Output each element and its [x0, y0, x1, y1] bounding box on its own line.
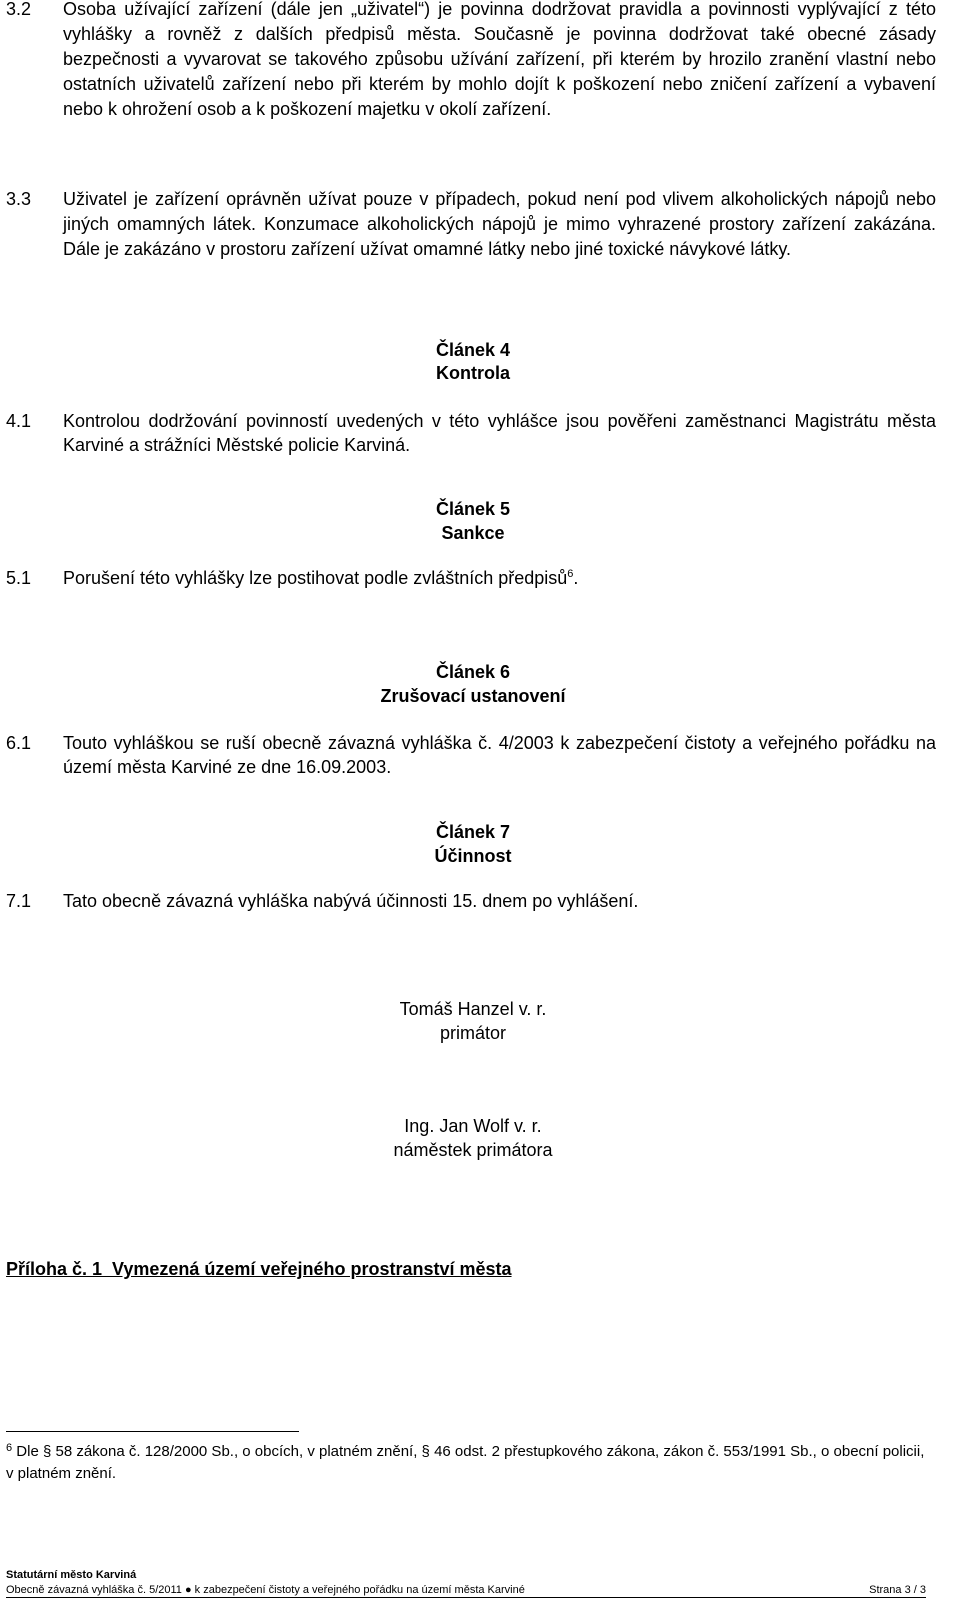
- article-6-title: Článek 6: [435, 662, 511, 682]
- paragraph-3-3: [6, 187, 936, 262]
- footnote-reference[interactable]: 6: [567, 568, 574, 580]
- paragraph-number: 7.1: [6, 891, 32, 911]
- paragraph-5-1: [6, 566, 936, 590]
- paragraph-number: 6.1: [6, 733, 32, 753]
- signatory-1-role: primátor: [439, 1023, 506, 1043]
- signatory-2-role: náměstek primátora: [393, 1140, 553, 1160]
- article-4-subtitle: Kontrola: [436, 363, 510, 383]
- footer-document-title: Obecně závazná vyhláška č. 5/2011 ● k zabezpečení čistoty a veřejného pořádku na území města Karviné: [6, 1584, 525, 1596]
- article-6-subtitle: Zrušovací ustanovení: [380, 686, 566, 706]
- paragraph-text-body: Porušení této vyhlášky lze postihovat podle zvláštních předpisů: [63, 568, 568, 588]
- article-5-title: Článek 5: [435, 499, 511, 519]
- paragraph-7-1: [6, 889, 936, 913]
- paragraph-4-1: [6, 409, 936, 457]
- paragraph-text: Touto vyhláškou se ruší obecně závazná vyhláška č. 4/2003 k zabezpečení čistoty a veřejného pořádku na území města Karviné ze dne 16.09.2003.: [63, 733, 936, 777]
- article-5-subtitle: Sankce: [441, 523, 505, 543]
- footer-organization: Statutární město Karviná: [6, 1569, 137, 1581]
- footnote: [6, 1441, 926, 1485]
- article-7-subtitle: Účinnost: [434, 846, 512, 866]
- annex-title[interactable]: Příloha č. 1 Vymezená území veřejného prostranství města: [6, 1259, 512, 1279]
- paragraph-number: 5.1: [6, 568, 32, 588]
- paragraph-3-2: [6, 0, 936, 122]
- paragraph-number: 3.2: [6, 0, 32, 19]
- paragraph-number: 3.3: [6, 189, 32, 209]
- footnote-mark: 6: [6, 1442, 13, 1454]
- paragraph-text-end: .: [573, 568, 579, 588]
- footer-row: [6, 1583, 926, 1597]
- footnote-separator: [6, 1431, 299, 1432]
- article-7-title: Článek 7: [435, 822, 511, 842]
- footer-divider: [6, 1597, 926, 1598]
- article-4-title: Článek 4: [435, 340, 511, 360]
- paragraph-text: Kontrolou dodržování povinností uvedených v této vyhlášce jsou pověřeni zaměstnanci Magistrátu města Karviné a strážníci Městské policie Karviná.: [63, 411, 936, 455]
- paragraph-text: Tato obecně závazná vyhláška nabývá účinnosti 15. dnem po vyhlášení.: [63, 891, 639, 911]
- footnote-text: Dle § 58 zákona č. 128/2000 Sb., o obcích, v platném znění, § 46 odst. 2 přestupkového zákona, zákon č. 553/1991 Sb., o obecní policii, v platném znění.: [6, 1443, 925, 1482]
- paragraph-number: 4.1: [6, 411, 32, 431]
- paragraph-6-1: [6, 731, 936, 779]
- footer-page-number: Strana 3 / 3: [869, 1584, 926, 1596]
- paragraph-text: Osoba užívající zařízení (dále jen „uživatel“) je povinna dodržovat pravidla a povinnosti vyplývající z této vyhlášky a rovněž z dalších předpisů města. Současně je povinna dodržovat také obecné zásady bezpečnosti a vyvarovat se takového způsobu užívání zařízení, při kterém by hrozilo zranění vlastní nebo ostatních uživatelů zařízení nebo při kterém by mohlo dojít k poškození nebo zničení zařízení a vybavení nebo k ohrožení osob a k poškození majetku v okolí zařízení.: [63, 0, 936, 119]
- paragraph-text: [63, 566, 936, 590]
- signatory-1-name: Tomáš Hanzel v. r.: [399, 999, 547, 1019]
- signatory-2-name: Ing. Jan Wolf v. r.: [404, 1116, 542, 1136]
- paragraph-text: Uživatel je zařízení oprávněn užívat pouze v případech, pokud není pod vlivem alkoholických nápojů nebo jiných omamných látek. Konzumace alkoholických nápojů je mimo vyhrazené prostory zařízení zakázána. Dále je zakázáno v prostoru zařízení užívat omamné látky nebo jiné toxické návykové látky.: [63, 189, 936, 259]
